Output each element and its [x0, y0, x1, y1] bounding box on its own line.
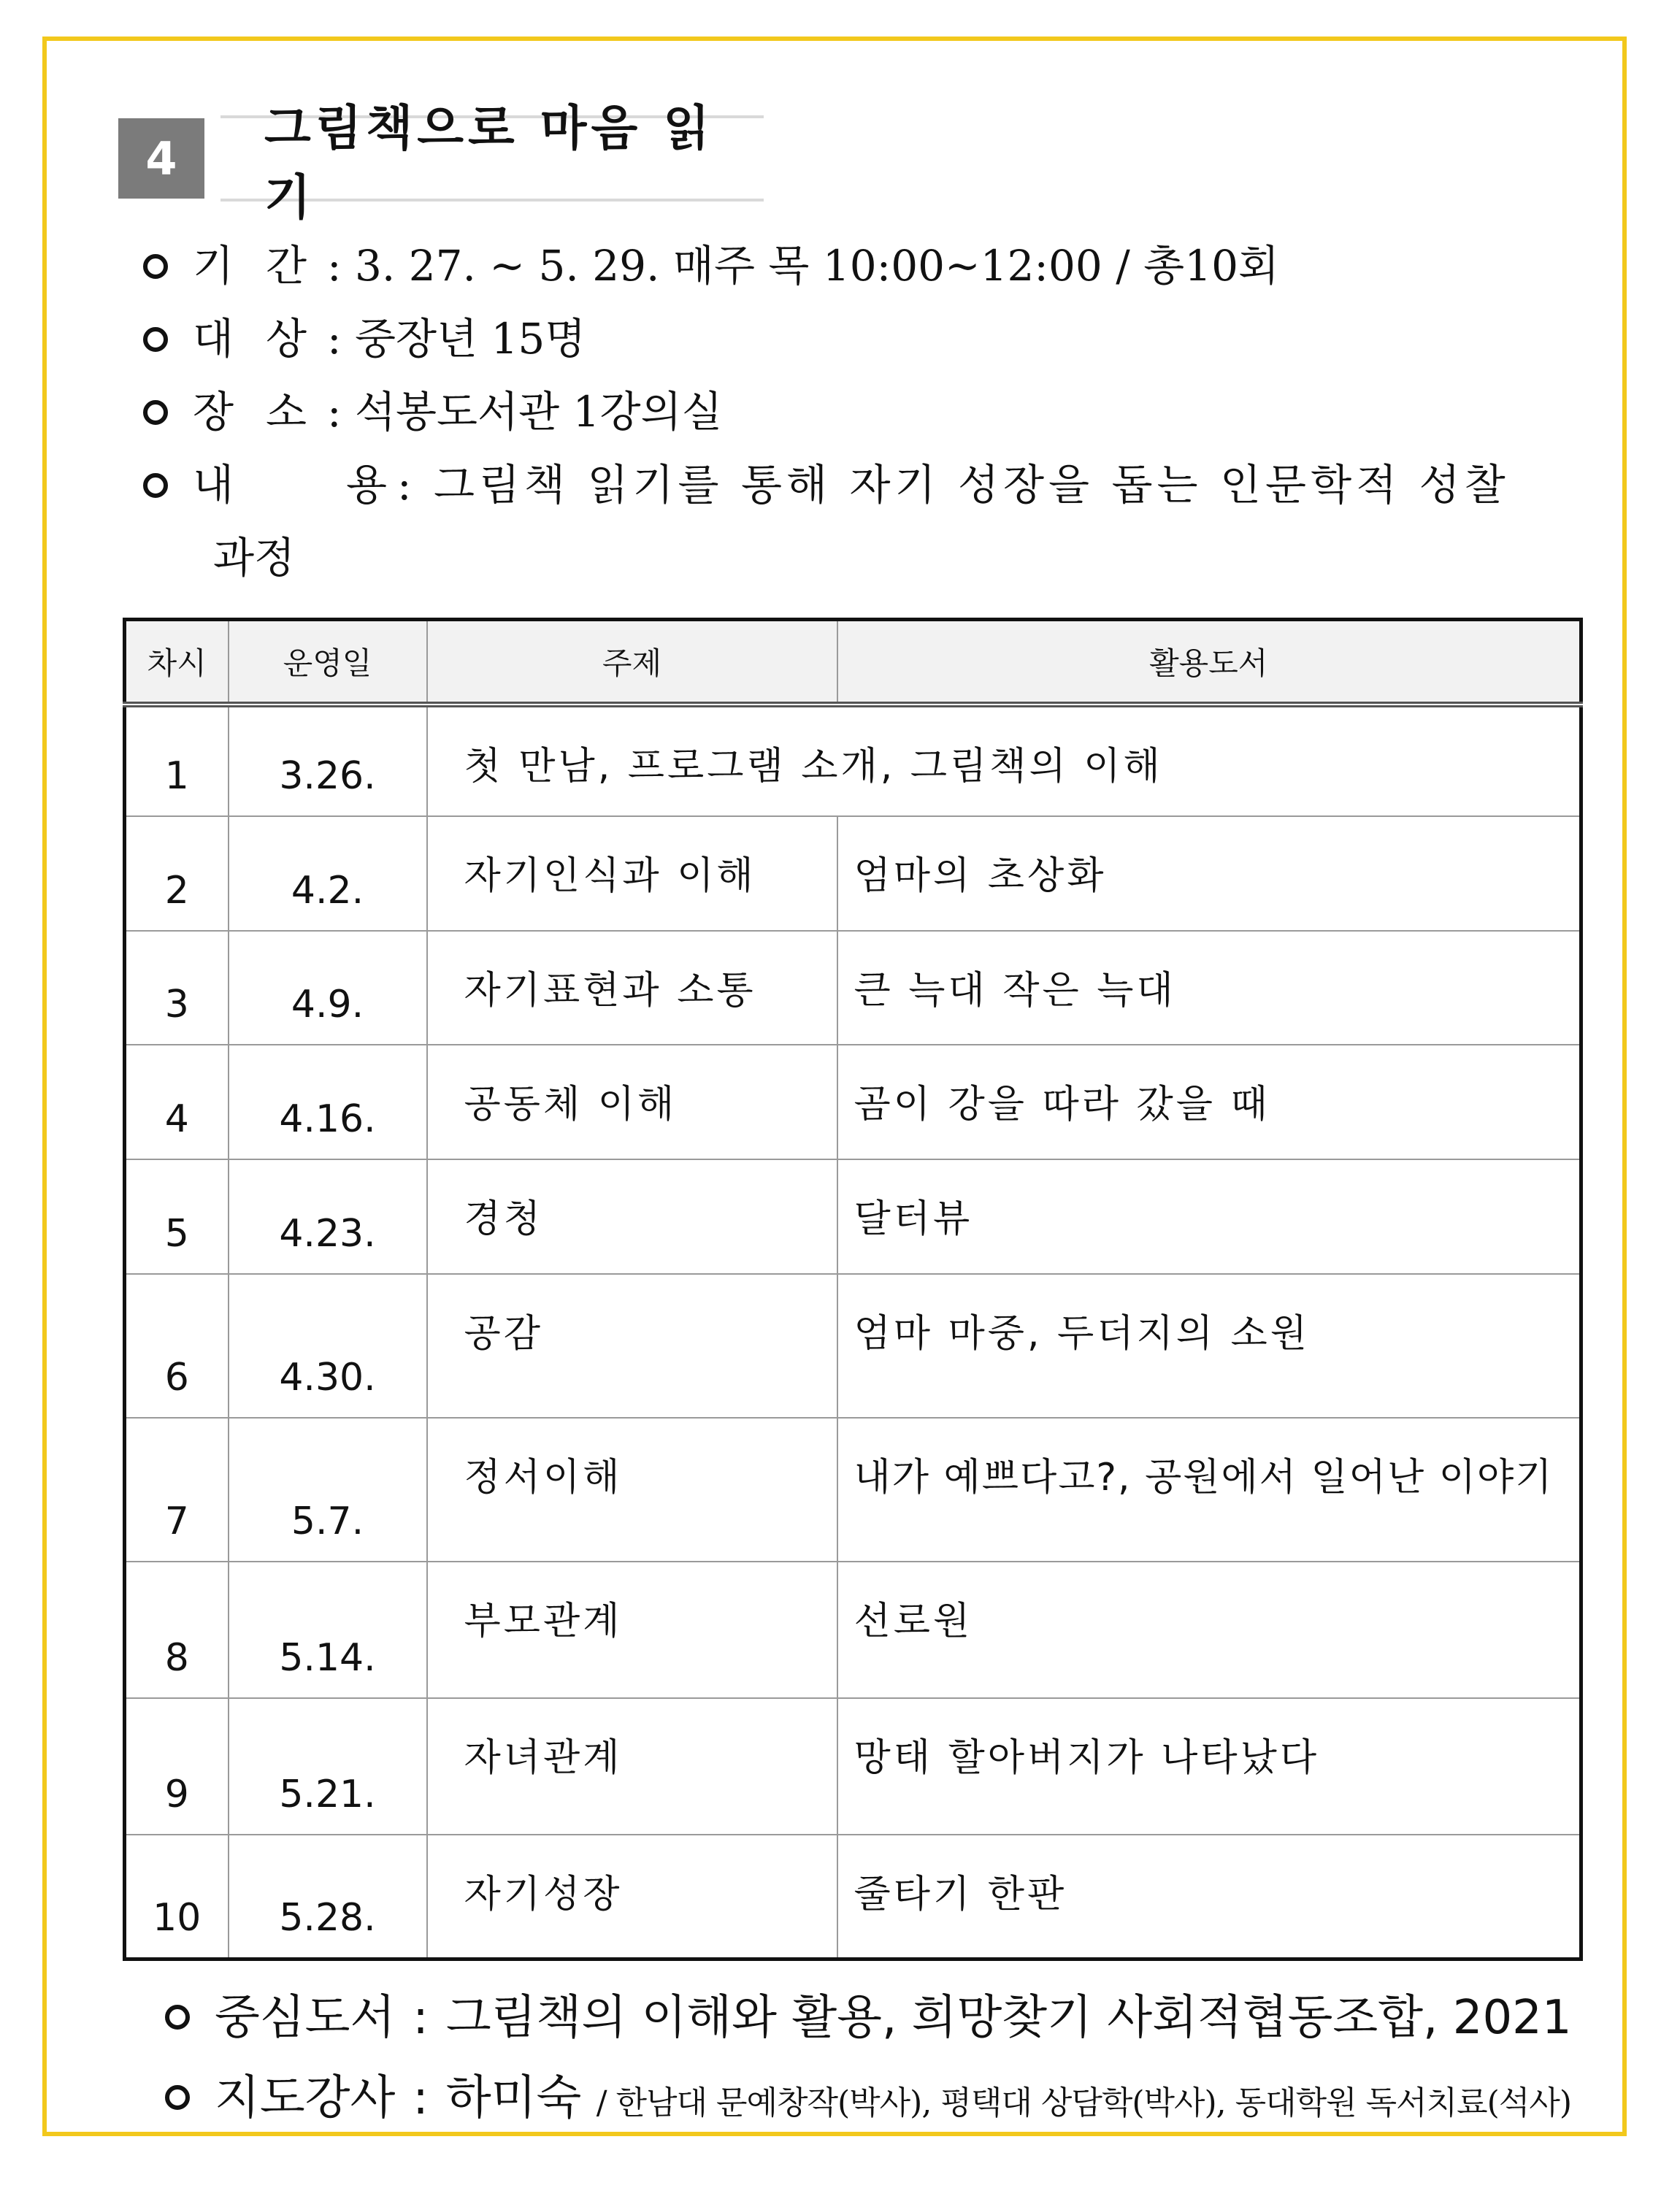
schedule-table	[123, 618, 1583, 1961]
table-row: 7 5.7. 정서이해 내가 예쁘다고?, 공원에서 일어난 이야기	[125, 1418, 1581, 1562]
table-row: 6 4.30. 공감 엄마 마중, 두더지의 소원	[125, 1274, 1581, 1418]
table-row: 4 4.16. 공동체 이해 곰이 강을 따라 갔을 때	[125, 1045, 1581, 1159]
header-session: 차시	[125, 620, 229, 705]
table-row: 1 3.26. 첫 만남, 프로그램 소개, 그림책의 이해	[125, 705, 1581, 816]
circle-bullet-icon	[143, 327, 168, 352]
info-place-value: : 석봉도서관 1강의실	[327, 387, 723, 437]
table-row: 9 5.21. 자녀관계 망태 할아버지가 나타났다	[125, 1698, 1581, 1835]
info-target-value: : 중장년 15명	[327, 314, 586, 364]
info-period-value: : 3. 27. ~ 5. 29. 매주 목 10:00~12:00 / 총10회	[327, 241, 1280, 291]
section-title-bar	[220, 100, 764, 226]
instructor-detail: / 한남대 문예창작(박사), 평택대 상담학(박사), 동대학원 독서치료(석사)	[596, 2084, 1572, 2122]
table-row: 8 5.14. 부모관계 선로원	[125, 1562, 1581, 1698]
info-place: 장 소 : 석봉도서관 1강의실	[143, 385, 723, 438]
section-title: 그림책으로 마음 읽기	[264, 100, 715, 226]
main-book-line: 중심도서 : 그림책의 이해와 활용, 희망찾기 사회적협동조합, 2021	[165, 1980, 1572, 2047]
header-topic: 주제	[427, 620, 837, 705]
table-row: 5 4.23. 경청 달터뷰	[125, 1159, 1581, 1274]
circle-bullet-icon	[165, 2085, 190, 2110]
table-row: 10 5.28. 자기성장 줄타기 한판	[125, 1835, 1581, 1959]
info-content: 내 용 : 그림책 읽기를 통해 자기 성장을 돕는 인문학적 성찰	[143, 458, 1510, 511]
instructor-name: 하미숙	[445, 2071, 582, 2125]
info-content-value: : 그림책 읽기를 통해 자기 성장을 돕는 인문학적 성찰	[397, 460, 1510, 510]
table-row: 3 4.9. 자기표현과 소통 큰 늑대 작은 늑대	[125, 931, 1581, 1045]
header-date: 운영일	[229, 620, 427, 705]
table-header-row	[125, 620, 1581, 705]
info-period: 기 간 : 3. 27. ~ 5. 29. 매주 목 10:00~12:00 / 총10회	[143, 239, 1279, 292]
main-book-value: 그림책의 이해와 활용, 희망찾기 사회적협동조합, 2021	[445, 1991, 1572, 2045]
circle-bullet-icon	[165, 2005, 190, 2030]
section-number: 4	[118, 118, 204, 199]
circle-bullet-icon	[143, 254, 168, 279]
header-book: 활용도서	[837, 620, 1581, 705]
info-content-cont: 과정	[213, 533, 296, 583]
instructor-label: 지도강사	[215, 2071, 396, 2125]
main-book-label: 중심도서	[215, 1991, 396, 2045]
circle-bullet-icon	[143, 473, 168, 498]
circle-bullet-icon	[143, 400, 168, 425]
instructor-line: 지도강사 : 하미숙 / 한남대 문예창작(박사), 평택대 상담학(박사), 동대학원 독서치료(석사)	[165, 2060, 1571, 2127]
table-row: 2 4.2. 자기인식과 이해 엄마의 초상화	[125, 816, 1581, 931]
info-target: 대 상 : 중장년 15명	[143, 312, 586, 365]
